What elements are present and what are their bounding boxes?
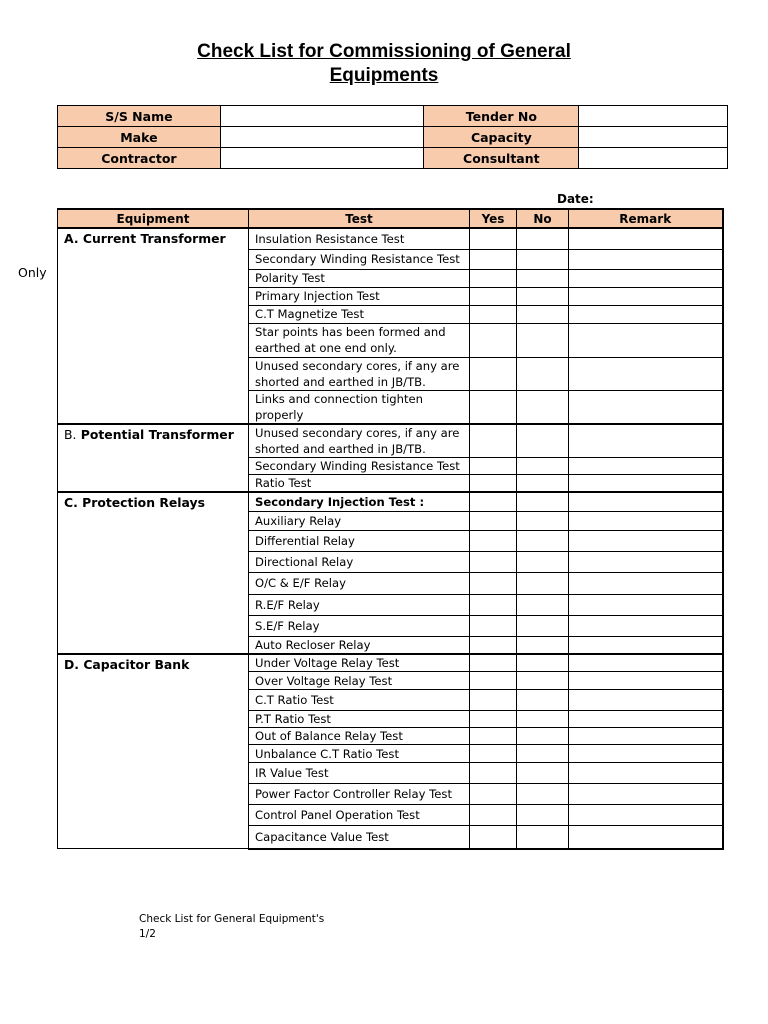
- yes-header: Yes: [470, 209, 517, 228]
- no-cell[interactable]: [517, 654, 569, 672]
- no-cell[interactable]: [517, 357, 569, 390]
- no-header: No: [517, 209, 569, 228]
- no-cell[interactable]: [517, 305, 569, 323]
- no-cell[interactable]: [517, 492, 569, 511]
- no-cell[interactable]: [517, 228, 569, 249]
- yes-cell[interactable]: [470, 511, 517, 530]
- no-cell[interactable]: [517, 269, 569, 287]
- yes-cell[interactable]: [470, 594, 517, 615]
- yes-cell[interactable]: [470, 492, 517, 511]
- equipment-header: Equipment: [58, 209, 249, 228]
- make-label: Make: [58, 127, 221, 148]
- no-cell[interactable]: [517, 323, 569, 357]
- remark-cell[interactable]: [569, 424, 723, 458]
- remark-cell[interactable]: [569, 690, 723, 711]
- footer: [139, 912, 324, 942]
- yes-cell[interactable]: [470, 690, 517, 711]
- equipment-cell: [58, 654, 249, 849]
- yes-cell[interactable]: [470, 287, 517, 305]
- no-cell[interactable]: [517, 249, 569, 269]
- capacity-field[interactable]: [579, 127, 728, 148]
- tender-no-field[interactable]: [579, 106, 728, 127]
- yes-cell[interactable]: [470, 357, 517, 390]
- remark-cell[interactable]: [569, 763, 723, 784]
- yes-cell[interactable]: [470, 228, 517, 249]
- test-cell: C.T Magnetize Test: [249, 305, 470, 323]
- yes-cell[interactable]: [470, 784, 517, 805]
- contractor-field[interactable]: [220, 148, 424, 169]
- test-cell: Capacitance Value Test: [249, 826, 470, 849]
- yes-cell[interactable]: [470, 572, 517, 594]
- test-cell: S.E/F Relay: [249, 615, 470, 636]
- title-line-1: Check List for Commissioning of General: [197, 41, 571, 62]
- remark-cell[interactable]: [569, 475, 723, 493]
- section-letter: A.: [64, 231, 79, 246]
- remark-cell[interactable]: [569, 287, 723, 305]
- yes-cell[interactable]: [470, 745, 517, 763]
- remark-cell[interactable]: [569, 269, 723, 287]
- test-cell: Unbalance C.T Ratio Test: [249, 745, 470, 763]
- yes-cell[interactable]: [470, 551, 517, 572]
- table-row: [58, 654, 723, 672]
- remark-cell[interactable]: [569, 805, 723, 826]
- no-cell[interactable]: [517, 615, 569, 636]
- equipment-cell: [58, 424, 249, 492]
- no-cell[interactable]: [517, 530, 569, 551]
- remark-cell[interactable]: [569, 745, 723, 763]
- remark-cell[interactable]: [569, 672, 723, 690]
- test-cell: Polarity Test: [249, 269, 470, 287]
- test-cell: Power Factor Controller Relay Test: [249, 784, 470, 805]
- section-letter: B.: [64, 427, 77, 442]
- remark-cell[interactable]: [569, 249, 723, 269]
- remark-cell[interactable]: [569, 711, 723, 728]
- yes-cell[interactable]: [470, 424, 517, 458]
- section-letter: C.: [64, 495, 78, 510]
- yes-cell[interactable]: [470, 458, 517, 475]
- yes-cell[interactable]: [470, 530, 517, 551]
- test-cell: Directional Relay: [249, 551, 470, 572]
- equipment-cell: [58, 492, 249, 654]
- test-cell: Differential Relay: [249, 530, 470, 551]
- no-cell[interactable]: [517, 784, 569, 805]
- yes-cell[interactable]: [470, 305, 517, 323]
- section-name: Current Transformer: [82, 231, 226, 246]
- ss-name-field[interactable]: [220, 106, 424, 127]
- test-cell: Auxiliary Relay: [249, 511, 470, 530]
- no-cell[interactable]: [517, 745, 569, 763]
- yes-cell[interactable]: [470, 636, 517, 654]
- section-name: Potential Transformer: [80, 427, 234, 442]
- remark-header: Remark: [569, 209, 723, 228]
- no-cell[interactable]: [517, 390, 569, 424]
- no-cell[interactable]: [517, 728, 569, 745]
- test-cell: Links and connection tighten properly: [249, 390, 470, 424]
- remark-cell[interactable]: [569, 390, 723, 424]
- yes-cell[interactable]: [470, 615, 517, 636]
- test-cell: Out of Balance Relay Test: [249, 728, 470, 745]
- remark-cell[interactable]: [569, 530, 723, 551]
- equipment-cell: [58, 228, 249, 424]
- table-row: [58, 228, 723, 249]
- info-table: [57, 105, 728, 169]
- ss-name-label: S/S Name: [58, 106, 221, 127]
- test-cell: Control Panel Operation Test: [249, 805, 470, 826]
- table-row: [58, 424, 723, 458]
- no-cell[interactable]: [517, 826, 569, 849]
- no-cell[interactable]: [517, 287, 569, 305]
- checklist-body: [58, 228, 723, 849]
- date-label: Date:: [557, 192, 594, 206]
- contractor-label: Contractor: [58, 148, 221, 169]
- yes-cell[interactable]: [470, 390, 517, 424]
- consultant-field[interactable]: [579, 148, 728, 169]
- no-cell[interactable]: [517, 511, 569, 530]
- test-cell: Primary Injection Test: [249, 287, 470, 305]
- test-cell: C.T Ratio Test: [249, 690, 470, 711]
- test-cell: R.E/F Relay: [249, 594, 470, 615]
- section-name: Protection Relays: [82, 495, 205, 510]
- remark-cell[interactable]: [569, 305, 723, 323]
- remark-cell[interactable]: [569, 826, 723, 849]
- no-cell[interactable]: [517, 672, 569, 690]
- yes-cell[interactable]: [470, 826, 517, 849]
- yes-cell[interactable]: [470, 475, 517, 493]
- remark-cell[interactable]: [569, 228, 723, 249]
- test-cell: Secondary Winding Resistance Test: [249, 249, 470, 269]
- remark-cell[interactable]: [569, 492, 723, 511]
- test-cell: IR Value Test: [249, 763, 470, 784]
- test-cell: Secondary Injection Test :: [249, 492, 470, 511]
- test-cell: Ratio Test: [249, 475, 470, 493]
- header-row: [58, 209, 723, 228]
- test-cell: Over Voltage Relay Test: [249, 672, 470, 690]
- yes-cell[interactable]: [470, 269, 517, 287]
- remark-cell[interactable]: [569, 323, 723, 357]
- yes-cell[interactable]: [470, 672, 517, 690]
- capacity-label: Capacity: [424, 127, 579, 148]
- test-cell: O/C & E/F Relay: [249, 572, 470, 594]
- test-cell: Insulation Resistance Test: [249, 228, 470, 249]
- no-cell[interactable]: [517, 805, 569, 826]
- no-cell[interactable]: [517, 690, 569, 711]
- remark-cell[interactable]: [569, 458, 723, 475]
- remark-cell[interactable]: [569, 636, 723, 654]
- section-letter: D.: [64, 657, 79, 672]
- test-cell: Auto Recloser Relay: [249, 636, 470, 654]
- no-cell[interactable]: [517, 458, 569, 475]
- test-cell: P.T Ratio Test: [249, 711, 470, 728]
- remark-cell[interactable]: [569, 357, 723, 390]
- remark-cell[interactable]: [569, 594, 723, 615]
- remark-cell[interactable]: [569, 654, 723, 672]
- no-cell[interactable]: [517, 636, 569, 654]
- document-title: [0, 40, 768, 88]
- title-line-2: Equipments: [329, 65, 439, 86]
- test-cell: Unused secondary cores, if any are shorted and earthed in JB/TB.: [249, 357, 470, 390]
- no-cell[interactable]: [517, 551, 569, 572]
- test-cell: Star points has been formed and earthed at one end only.: [249, 323, 470, 357]
- no-cell[interactable]: [517, 572, 569, 594]
- no-cell[interactable]: [517, 424, 569, 458]
- yes-cell[interactable]: [470, 728, 517, 745]
- remark-cell[interactable]: [569, 572, 723, 594]
- remark-cell[interactable]: [569, 728, 723, 745]
- no-cell[interactable]: [517, 711, 569, 728]
- page-number: 1/2: [139, 928, 156, 940]
- section-name: Capacitor Bank: [83, 657, 190, 672]
- tender-no-label: Tender No: [424, 106, 579, 127]
- no-cell[interactable]: [517, 594, 569, 615]
- test-cell: Under Voltage Relay Test: [249, 654, 470, 672]
- remark-cell[interactable]: [569, 615, 723, 636]
- remark-cell[interactable]: [569, 551, 723, 572]
- yes-cell[interactable]: [470, 323, 517, 357]
- yes-cell[interactable]: [470, 711, 517, 728]
- no-cell[interactable]: [517, 763, 569, 784]
- yes-cell[interactable]: [470, 249, 517, 269]
- test-cell: Unused secondary cores, if any are shorted and earthed in JB/TB.: [249, 424, 470, 458]
- no-cell[interactable]: [517, 475, 569, 493]
- make-field[interactable]: [220, 127, 424, 148]
- remark-cell[interactable]: [569, 784, 723, 805]
- table-row: [58, 492, 723, 511]
- checklist-table: [57, 208, 724, 850]
- side-note: Only: [18, 265, 47, 280]
- footer-title: Check List for General Equipment's: [139, 913, 325, 925]
- yes-cell[interactable]: [470, 805, 517, 826]
- yes-cell[interactable]: [470, 763, 517, 784]
- yes-cell[interactable]: [470, 654, 517, 672]
- test-cell: Secondary Winding Resistance Test: [249, 458, 470, 475]
- test-header: Test: [249, 209, 470, 228]
- remark-cell[interactable]: [569, 511, 723, 530]
- consultant-label: Consultant: [424, 148, 579, 169]
